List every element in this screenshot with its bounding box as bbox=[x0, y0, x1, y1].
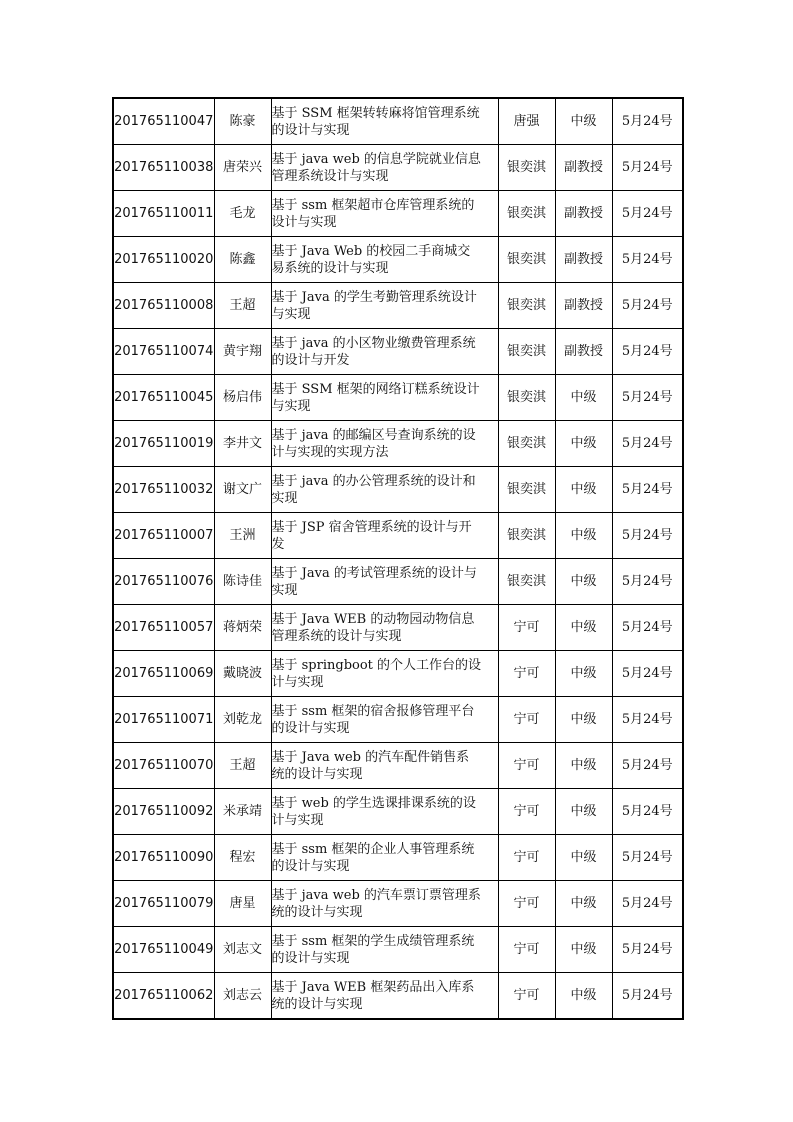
student-name-cell: 王洲 bbox=[214, 513, 271, 559]
thesis-topic-text: 基于 java 的小区物业缴费管理系统的设计与开发 bbox=[271, 335, 476, 368]
thesis-topic-cell bbox=[271, 98, 498, 145]
thesis-defense-table bbox=[112, 97, 684, 1020]
advisor-cell: 银奕淇 bbox=[498, 375, 555, 421]
table-row bbox=[113, 697, 683, 743]
student-name-cell: 刘乾龙 bbox=[214, 697, 271, 743]
student-id-cell: 201765110007 bbox=[113, 513, 214, 559]
student-name-cell: 米承靖 bbox=[214, 789, 271, 835]
thesis-topic-text: 基于 SSM 框架转转麻将馆管理系统的设计与实现 bbox=[271, 105, 480, 138]
thesis-topic-cell bbox=[271, 237, 498, 283]
student-id-cell: 201765110045 bbox=[113, 375, 214, 421]
student-name-cell: 刘志云 bbox=[214, 973, 271, 1020]
defense-date-cell: 5月24号 bbox=[612, 559, 683, 605]
thesis-topic-cell bbox=[271, 191, 498, 237]
thesis-topic-cell bbox=[271, 467, 498, 513]
table-row bbox=[113, 145, 683, 191]
student-id-cell: 201765110062 bbox=[113, 973, 214, 1020]
thesis-topic-text: 基于 ssm 框架的企业人事管理系统的设计与实现 bbox=[271, 841, 475, 874]
student-name-cell: 黄宇翔 bbox=[214, 329, 271, 375]
defense-date-cell: 5月24号 bbox=[612, 789, 683, 835]
thesis-topic-text: 基于 SSM 框架的网络订糕系统设计与实现 bbox=[271, 381, 480, 414]
thesis-topic-cell bbox=[271, 697, 498, 743]
student-id-cell: 201765110047 bbox=[113, 98, 214, 145]
thesis-topic-cell bbox=[271, 927, 498, 973]
advisor-title-cell: 中级 bbox=[555, 789, 612, 835]
student-id-cell: 201765110049 bbox=[113, 927, 214, 973]
student-name-cell: 戴晓波 bbox=[214, 651, 271, 697]
thesis-topic-cell bbox=[271, 605, 498, 651]
advisor-cell: 银奕淇 bbox=[498, 513, 555, 559]
defense-date-cell: 5月24号 bbox=[612, 329, 683, 375]
advisor-cell: 银奕淇 bbox=[498, 329, 555, 375]
thesis-topic-cell bbox=[271, 421, 498, 467]
table-row bbox=[113, 973, 683, 1020]
thesis-topic-text: 基于 Java web 的汽车配件销售系统的设计与实现 bbox=[271, 749, 470, 782]
advisor-cell: 银奕淇 bbox=[498, 237, 555, 283]
defense-date-cell: 5月24号 bbox=[612, 743, 683, 789]
thesis-topic-cell bbox=[271, 283, 498, 329]
defense-date-cell: 5月24号 bbox=[612, 835, 683, 881]
advisor-title-cell: 副教授 bbox=[555, 145, 612, 191]
defense-date-cell: 5月24号 bbox=[612, 421, 683, 467]
advisor-title-cell: 中级 bbox=[555, 98, 612, 145]
thesis-topic-text: 基于 web 的学生选课排课系统的设计与实现 bbox=[271, 795, 476, 828]
defense-date-cell: 5月24号 bbox=[612, 237, 683, 283]
defense-date-cell: 5月24号 bbox=[612, 605, 683, 651]
thesis-topic-text: 基于 springboot 的个人工作台的设计与实现 bbox=[271, 657, 482, 690]
advisor-title-cell: 中级 bbox=[555, 743, 612, 789]
table-row bbox=[113, 605, 683, 651]
advisor-title-cell: 副教授 bbox=[555, 237, 612, 283]
student-name-cell: 王超 bbox=[214, 743, 271, 789]
defense-date-cell: 5月24号 bbox=[612, 513, 683, 559]
advisor-cell: 宁可 bbox=[498, 835, 555, 881]
thesis-topic-cell bbox=[271, 835, 498, 881]
defense-date-cell: 5月24号 bbox=[612, 191, 683, 237]
student-name-cell: 毛龙 bbox=[214, 191, 271, 237]
thesis-topic-cell bbox=[271, 559, 498, 605]
advisor-cell: 唐强 bbox=[498, 98, 555, 145]
student-name-cell: 陈豪 bbox=[214, 98, 271, 145]
table-body bbox=[113, 98, 683, 1019]
thesis-topic-text: 基于 Java WEB 框架药品出入库系统的设计与实现 bbox=[271, 979, 475, 1012]
thesis-topic-cell bbox=[271, 973, 498, 1020]
table-row bbox=[113, 191, 683, 237]
student-name-cell: 杨启伟 bbox=[214, 375, 271, 421]
advisor-cell: 银奕淇 bbox=[498, 421, 555, 467]
advisor-cell: 宁可 bbox=[498, 743, 555, 789]
advisor-cell: 宁可 bbox=[498, 605, 555, 651]
student-name-cell: 唐荣兴 bbox=[214, 145, 271, 191]
defense-date-cell: 5月24号 bbox=[612, 283, 683, 329]
table-row bbox=[113, 98, 683, 145]
advisor-title-cell: 副教授 bbox=[555, 283, 612, 329]
student-name-cell: 陈鑫 bbox=[214, 237, 271, 283]
thesis-topic-text: 基于 java web 的信息学院就业信息管理系统设计与实现 bbox=[271, 151, 481, 184]
thesis-topic-text: 基于 Java 的考试管理系统的设计与实现 bbox=[271, 565, 477, 598]
student-id-cell: 201765110070 bbox=[113, 743, 214, 789]
defense-date-cell: 5月24号 bbox=[612, 927, 683, 973]
student-name-cell: 程宏 bbox=[214, 835, 271, 881]
student-id-cell: 201765110011 bbox=[113, 191, 214, 237]
student-id-cell: 201765110071 bbox=[113, 697, 214, 743]
student-name-cell: 李井文 bbox=[214, 421, 271, 467]
thesis-topic-cell bbox=[271, 513, 498, 559]
thesis-topic-text: 基于 Java 的学生考勤管理系统设计与实现 bbox=[271, 289, 477, 322]
thesis-topic-text: 基于 ssm 框架的宿舍报修管理平台的设计与实现 bbox=[271, 703, 475, 736]
table-row bbox=[113, 743, 683, 789]
thesis-topic-text: 基于 ssm 框架的学生成绩管理系统的设计与实现 bbox=[271, 933, 475, 966]
advisor-cell: 宁可 bbox=[498, 881, 555, 927]
student-id-cell: 201765110020 bbox=[113, 237, 214, 283]
thesis-topic-text: 基于 java 的办公管理系统的设计和实现 bbox=[271, 473, 476, 506]
advisor-title-cell: 中级 bbox=[555, 421, 612, 467]
student-id-cell: 201765110069 bbox=[113, 651, 214, 697]
advisor-cell: 银奕淇 bbox=[498, 145, 555, 191]
advisor-title-cell: 中级 bbox=[555, 881, 612, 927]
defense-date-cell: 5月24号 bbox=[612, 881, 683, 927]
advisor-title-cell: 中级 bbox=[555, 375, 612, 421]
table-row bbox=[113, 513, 683, 559]
table-row bbox=[113, 927, 683, 973]
thesis-topic-text: 基于 ssm 框架超市仓库管理系统的设计与实现 bbox=[271, 197, 475, 230]
student-name-cell: 唐星 bbox=[214, 881, 271, 927]
student-name-cell: 刘志文 bbox=[214, 927, 271, 973]
thesis-topic-cell bbox=[271, 881, 498, 927]
table-row bbox=[113, 237, 683, 283]
thesis-topic-cell bbox=[271, 743, 498, 789]
advisor-cell: 宁可 bbox=[498, 697, 555, 743]
advisor-title-cell: 中级 bbox=[555, 927, 612, 973]
student-name-cell: 蒋炳荣 bbox=[214, 605, 271, 651]
student-id-cell: 201765110038 bbox=[113, 145, 214, 191]
student-id-cell: 201765110074 bbox=[113, 329, 214, 375]
table-row bbox=[113, 375, 683, 421]
advisor-title-cell: 中级 bbox=[555, 559, 612, 605]
student-name-cell: 王超 bbox=[214, 283, 271, 329]
thesis-topic-text: 基于 java web 的汽车票订票管理系统的设计与实现 bbox=[271, 887, 481, 920]
advisor-cell: 宁可 bbox=[498, 927, 555, 973]
thesis-topic-text: 基于 Java WEB 的动物园动物信息管理系统的设计与实现 bbox=[271, 611, 475, 644]
advisor-title-cell: 中级 bbox=[555, 605, 612, 651]
student-id-cell: 201765110092 bbox=[113, 789, 214, 835]
student-id-cell: 201765110008 bbox=[113, 283, 214, 329]
student-id-cell: 201765110019 bbox=[113, 421, 214, 467]
advisor-cell: 宁可 bbox=[498, 973, 555, 1020]
thesis-topic-text: 基于 java 的邮编区号查询系统的设计与实现的实现方法 bbox=[271, 427, 476, 460]
advisor-cell: 银奕淇 bbox=[498, 283, 555, 329]
student-id-cell: 201765110057 bbox=[113, 605, 214, 651]
thesis-topic-cell bbox=[271, 145, 498, 191]
defense-date-cell: 5月24号 bbox=[612, 375, 683, 421]
student-id-cell: 201765110090 bbox=[113, 835, 214, 881]
defense-date-cell: 5月24号 bbox=[612, 651, 683, 697]
advisor-title-cell: 中级 bbox=[555, 513, 612, 559]
student-id-cell: 201765110079 bbox=[113, 881, 214, 927]
advisor-title-cell: 中级 bbox=[555, 697, 612, 743]
advisor-cell: 银奕淇 bbox=[498, 467, 555, 513]
advisor-title-cell: 中级 bbox=[555, 835, 612, 881]
advisor-cell: 宁可 bbox=[498, 789, 555, 835]
student-name-cell: 谢文广 bbox=[214, 467, 271, 513]
table-row bbox=[113, 283, 683, 329]
advisor-title-cell: 副教授 bbox=[555, 329, 612, 375]
table-row bbox=[113, 835, 683, 881]
advisor-title-cell: 中级 bbox=[555, 651, 612, 697]
thesis-topic-cell bbox=[271, 651, 498, 697]
table-row bbox=[113, 881, 683, 927]
table-row bbox=[113, 329, 683, 375]
advisor-cell: 宁可 bbox=[498, 651, 555, 697]
advisor-cell: 银奕淇 bbox=[498, 191, 555, 237]
defense-date-cell: 5月24号 bbox=[612, 973, 683, 1020]
defense-date-cell: 5月24号 bbox=[612, 98, 683, 145]
defense-date-cell: 5月24号 bbox=[612, 697, 683, 743]
table-row bbox=[113, 421, 683, 467]
advisor-title-cell: 中级 bbox=[555, 467, 612, 513]
thesis-topic-cell bbox=[271, 329, 498, 375]
table-row bbox=[113, 789, 683, 835]
defense-date-cell: 5月24号 bbox=[612, 467, 683, 513]
student-name-cell: 陈诗佳 bbox=[214, 559, 271, 605]
thesis-topic-text: 基于 JSP 宿舍管理系统的设计与开发 bbox=[271, 519, 472, 552]
student-id-cell: 201765110076 bbox=[113, 559, 214, 605]
advisor-cell: 银奕淇 bbox=[498, 559, 555, 605]
defense-date-cell: 5月24号 bbox=[612, 145, 683, 191]
table-row bbox=[113, 467, 683, 513]
advisor-title-cell: 中级 bbox=[555, 973, 612, 1020]
table-row bbox=[113, 559, 683, 605]
advisor-title-cell: 副教授 bbox=[555, 191, 612, 237]
thesis-topic-cell bbox=[271, 375, 498, 421]
thesis-topic-cell bbox=[271, 789, 498, 835]
thesis-topic-text: 基于 Java Web 的校园二手商城交易系统的设计与实现 bbox=[271, 243, 471, 276]
table-row bbox=[113, 651, 683, 697]
student-id-cell: 201765110032 bbox=[113, 467, 214, 513]
